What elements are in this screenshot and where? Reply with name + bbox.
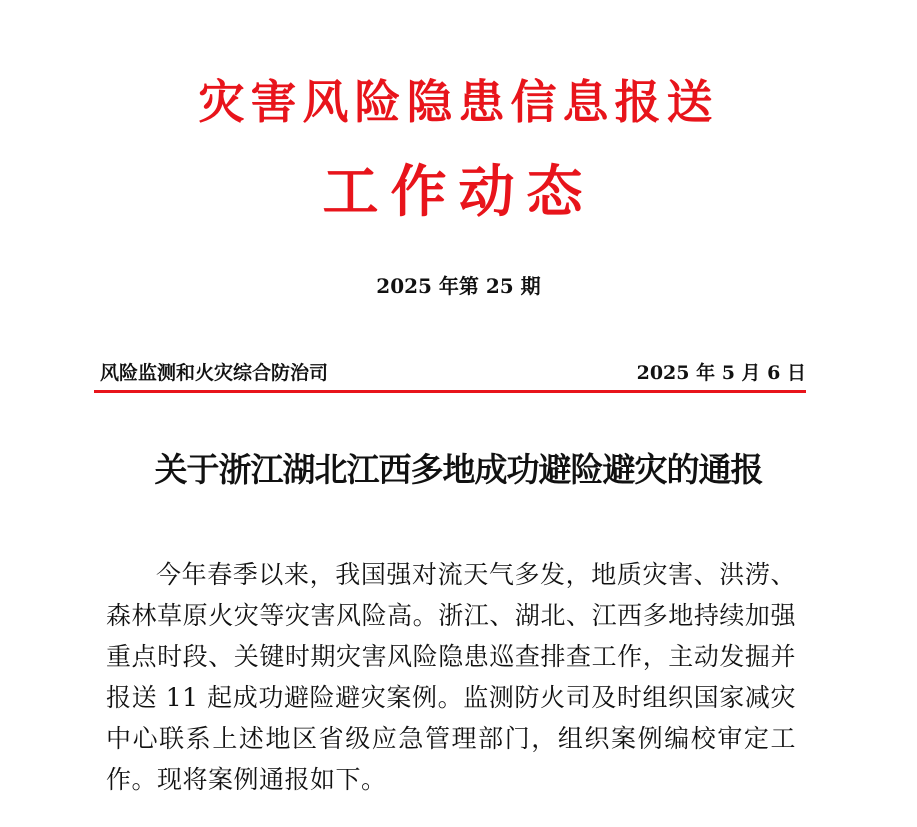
red-divider <box>94 390 806 393</box>
issue-date: 2025 年 5 月 6 日 <box>636 361 806 384</box>
issue-number: 2025 年第 25 期 <box>376 274 541 298</box>
masthead-subtitle: 工作动态 <box>322 159 595 225</box>
masthead-title: 灾害风险隐患信息报送 <box>198 75 719 129</box>
document-title: 关于浙江湖北江西多地成功避险避灾的通报 <box>154 450 763 489</box>
issuer-row <box>100 356 806 386</box>
issuing-department: 风险监测和火灾综合防治司 <box>100 361 329 384</box>
body-paragraph: 今年春季以来，我国强对流天气多发，地质灾害、洪涝、森林草原火灾等灾害风险高。浙江、湖北、江西多地持续加强重点时段、关键时期灾害风险隐患巡查排查工作，主动发掘并报送 11 起成功避险避灾案例。监测防火司及时组织国家减灾中心联系上述地区省级应急管理部门，组织案例编校审定工作。现将案例通报如下。 <box>106 560 796 794</box>
